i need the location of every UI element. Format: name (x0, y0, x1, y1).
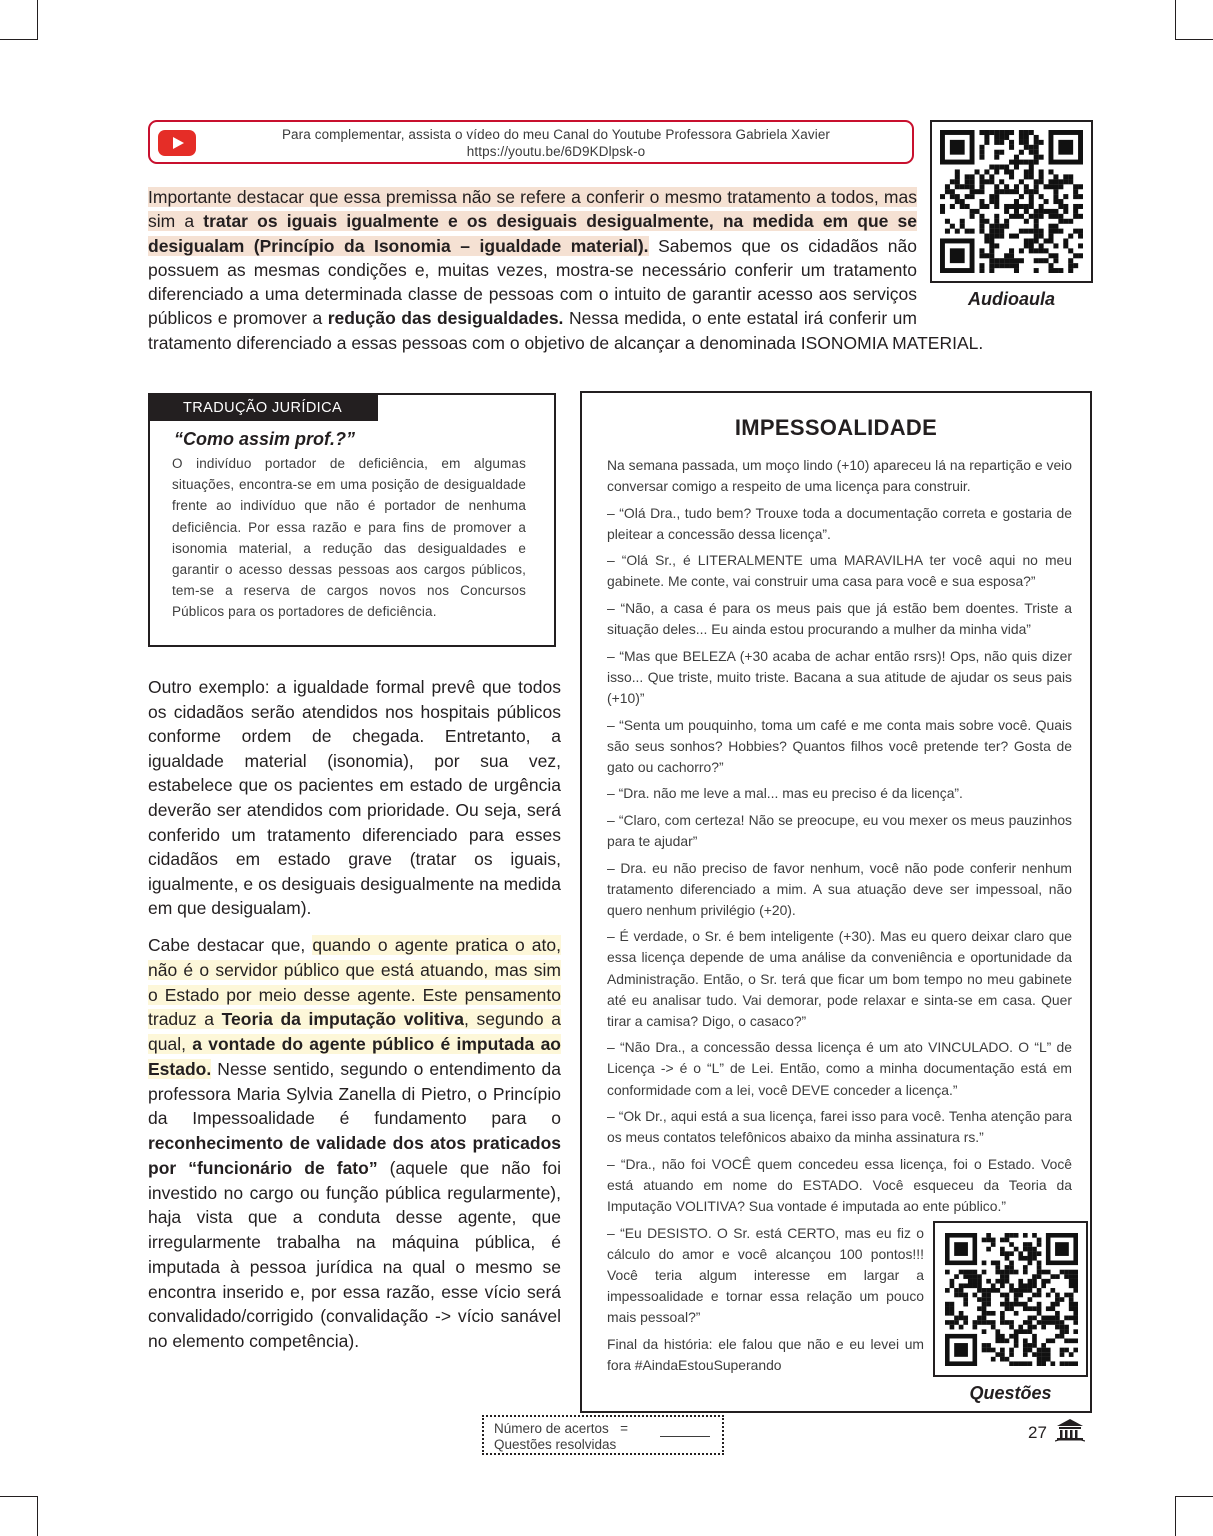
crop-mark (1175, 39, 1213, 40)
qr-code-icon (945, 1233, 1078, 1366)
crop-mark (1175, 1496, 1176, 1536)
agente-text-3: (aquele que não foi investido no cargo ou função pública regularmente), haja vista que a conduta desse agente, que irregularmente trabalha na máquina pública, é imputada à pessoa jurídica na qual o mesmo se encontra inserido e, por essa razão, esse vício será convalidado/corrigido (convalidação -> vício sanável no elemento competência). (148, 1157, 561, 1351)
intro-highlight: tratar os iguais igualmente e os desiguais desigualmente, na medida em que se desigualam (Princípio da Isonomia – igualdade material). (148, 211, 917, 256)
youtube-play-icon (158, 130, 196, 156)
page-number: 27 (1028, 1423, 1047, 1442)
score-label-acertos (494, 1421, 628, 1436)
score-label-acertos-text: Número de acertos (494, 1421, 609, 1436)
crop-mark (37, 0, 38, 40)
agente-highlight-2: , segundo a qual, (148, 1009, 562, 1054)
crop-mark (0, 39, 38, 40)
agente-text-2: Nesse sentido, segundo o entendimento da professora Maria Sylvia Zanella di Pietro, o Princípio da Impessoalidade é fundamento para o (148, 1058, 561, 1129)
intro-text-2: Sabemos que os cidadãos não possuem as mesmas condições e, muitas vezes, mostra-se necessário conferir um tratamento diferenciado a uma determinada classe de pessoas com o intuito de garantir acesso aos serviços públicos e promover a (148, 235, 918, 329)
agente-highlight-1: quando o agente pratica o ato, não é o servidor público que está atuando, mas sim o Estado por meio desse agente. Este pensamento traduz a (148, 935, 561, 1030)
story-paragraph: – “Não, a casa é para os meus pais que já estão bem doentes. Triste a situação deles... Eu ainda estou procurando a mulher da minha vida” (607, 600, 1072, 638)
agente-bold-vontade: a vontade do agente público é imputada ao Estado. (148, 1034, 561, 1079)
score-box (482, 1415, 724, 1455)
traducao-juridica-body: O indivíduo portador de deficiência, em algumas situações, encontra-se em uma posição de desigualdade frente ao indivíduo que não é portador de nenhuma deficiência. Por essa razão e para fins de promover a isonomia material, a redução das desigualdades e garantir o acesso dessas pessoas aos cargos públicos, tem-se a reserva de cargos novos nos Concursos Públicos para os portadores de deficiência. (172, 456, 526, 620)
story-paragraph: – “Dra., não foi VOCÊ quem concedeu essa licença, foi o Estado. Você está atuando em nome do ESTADO. Você esqueceu da Teoria da Imputação VOLITIVA? Sua vontade é imputada ao ente público.” (607, 1155, 1072, 1214)
story-paragraph: – “Ok Dr., aqui está a sua licença, farei isso para você. Tenha atenção para os meus contatos telefônicos abaixo da minha assinatura rs.” (607, 1108, 1072, 1146)
crop-mark (0, 1496, 38, 1497)
story-paragraph: Final da história: ele falou que não e eu levei um fora #AindaEstouSuperando (607, 1335, 924, 1373)
story-paragraph: – É verdade, o Sr. é bem inteligente (+30). Mas eu quero deixar claro que essa licença depende de uma análise da conveniência e oportunidade da Administração. Então, o Sr. terá que ficar um bom tempo no meu gabinete até eu analisar tudo. Vai demorar, pode relaxar e sinta-se em casa. Quer tirar a camisa? Digo, o casaco?” (607, 928, 1072, 1029)
agente-text-1: Cabe destacar que, (148, 935, 313, 955)
banner-text (200, 126, 912, 160)
story-paragraph: – “Não Dra., a concessão dessa licença é um ato VINCULADO. O “L” de Licença -> é o “L” de Lei. Então, como a minha documentação está em conformidade com a lei, você DEVE conceder a licença.” (607, 1039, 1072, 1098)
crop-mark (1175, 0, 1176, 40)
traducao-juridica-title: “Como assim prof.?” (174, 429, 356, 449)
intro-paragraph (148, 185, 1092, 355)
intro-text-1: Importante destacar que essa premissa não se refere a conferir o mesmo tratamento a todos, mas sim a (148, 187, 917, 232)
score-label-resolvidas: Questões resolvidas (494, 1437, 617, 1452)
agente-bold-funcionario: reconhecimento de validade dos atos praticados por “funcionário de fato” (148, 1133, 561, 1178)
impessoalidade-title: IMPESSOALIDADE (734, 415, 938, 440)
score-equals: = (620, 1421, 628, 1436)
story-paragraph: – “Eu DESISTO. O Sr. está CERTO, mas eu fiz o cálculo do amor e você alcançou 100 pontos!!! Você teria algum interesse em largar a impessoalidade e tornar essa relação um pouco mais pessoal?” (607, 1224, 924, 1325)
youtube-banner[interactable] (148, 120, 914, 164)
qr-caption-audioaula: Audioaula (967, 289, 1055, 309)
banner-link[interactable]: https://youtu.be/6D9KDlpsk-o (466, 144, 646, 159)
story-paragraph: – “Olá Dra., tudo bem? Trouxe toda a documentação correta e gostaria de pleitear a concessão dessa licença”. (607, 504, 1072, 542)
story-paragraph: – “Dra. não me leve a mal... mas eu preciso é da licença”. (607, 785, 963, 802)
qr-caption-questoes: Questões (969, 1383, 1052, 1403)
story-paragraph: – “Olá Sr., é LITERALMENTE uma MARAVILHA ter você aqui no meu gabinete. Me conte, vai construir uma casa para você e sua esposa?” (607, 552, 1072, 590)
exemplo-paragraph: Outro exemplo: a igualdade formal prevê que todos os cidadãos serão atendidos nos hospitais públicos conforme ordem de chegada. Entretanto, a igualdade material (isonomia), por sua vez, estabelece que os pacientes em estado de urgência deverão ser atendidos com prioridade. Ou seja, será conferido um tratamento diferenciado para esses cidadãos em estado grave (tratar os iguais, igualmente, e os desiguais desigualmente na medida em que desigualam). (148, 677, 561, 919)
intro-text-3: Nessa medida, o ente estatal irá conferir um tratamento diferenciado a essas pessoas com o objetivo de alcançar a denominada ISONOMIA MATERIAL. (148, 308, 984, 353)
agente-bold-teoria: Teoria da imputação volitiva (221, 1009, 464, 1030)
story-paragraph: – “Senta um pouquinho, toma um café e me conta mais sobre você. Quais são seus sonhos? Hobbies? Quantos filhos você pretende ter? Gosta de gato ou cachorro?” (607, 716, 1072, 775)
story-paragraph: – “Mas que BELEZA (+30 acaba de achar então rsrs)! Ops, não quis dizer isso... Que triste, muito triste. Bacana a sua atitude de ajudar os seus pais (+10)” (607, 647, 1072, 706)
courthouse-icon (1055, 1418, 1085, 1442)
score-fraction-line (660, 1436, 710, 1437)
intro-bold: redução das desigualdades. (327, 308, 564, 329)
banner-line-1: Para complementar, assista o vídeo do meu Canal do Youtube Professora Gabriela Xavier (281, 127, 831, 142)
qr-code-questoes[interactable] (933, 1221, 1088, 1377)
crop-mark (1175, 1496, 1213, 1497)
traducao-juridica-box (148, 393, 556, 647)
story-paragraph: Na semana passada, um moço lindo (+10) apareceu lá na repartição e veio conversar comigo a respeito de uma licença para construir. (607, 457, 1072, 495)
traducao-juridica-tab: TRADUÇÃO JURÍDICA (150, 395, 378, 421)
crop-mark (37, 1496, 38, 1536)
agente-paragraph (148, 933, 561, 1354)
story-paragraph: – Dra. eu não preciso de favor nenhum, você não pode conferir nenhum tratamento diferenciado a mim. A sua atuação deve ser impessoal, não quero nenhum privilégio (+20). (607, 859, 1072, 918)
story-paragraph: – “Claro, com certeza! Não se preocupe, eu vou mexer os meus pauzinhos para te ajudar” (607, 811, 1072, 849)
